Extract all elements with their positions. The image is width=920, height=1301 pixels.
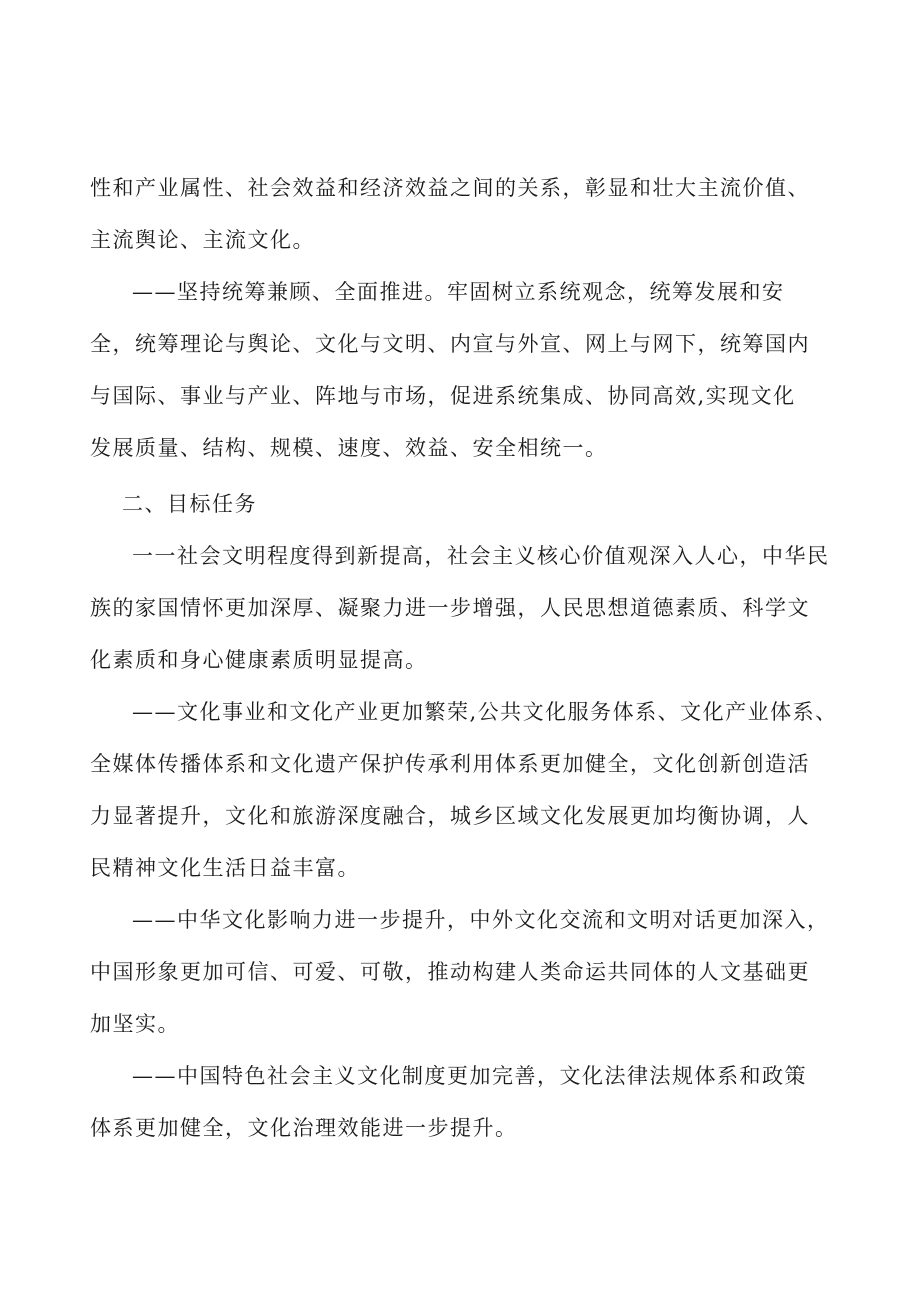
paragraph-2-line-2: 全，统筹理论与舆论、文化与文明、内宣与外宣、网上与网下，统筹国内 xyxy=(90,332,810,356)
paragraph-3-line-2: 族的家国情怀更加深厚、凝聚力进一步增强，人民思想道德素质、科学文 xyxy=(90,596,810,620)
paragraph-3-line-3: 化素质和身心健康素质明显提高。 xyxy=(90,648,428,672)
paragraph-5-line-1: ——中华文化影响力进一步提升，中外文化交流和文明对话更加深入， xyxy=(132,908,830,932)
paragraph-5-line-2: 中国形象更加可信、可爱、可敬，推动构建人类命运共同体的人文基础更 xyxy=(90,960,810,984)
paragraph-2-line-1: ——坚持统筹兼顾、全面推进。牢固树立系统观念，统筹发展和安 xyxy=(132,280,785,304)
paragraph-1-line-2: 主流舆论、主流文化。 xyxy=(90,228,315,252)
paragraph-4-line-3: 力显著提升，文化和旅游深度融合，城乡区域文化发展更加均衡协调，人 xyxy=(90,804,810,828)
paragraph-4-line-1: ——文化事业和文化产业更加繁荣,公共文化服务体系、文化产业体系、 xyxy=(132,700,838,724)
paragraph-3-line-1: 一一社会文明程度得到新提高，社会主义核心价值观深入人心，中华民 xyxy=(132,544,830,568)
paragraph-2-line-3: 与国际、事业与产业、阵地与市场，促进系统集成、协同高效,实现文化 xyxy=(90,384,796,408)
paragraph-1-line-1: 性和产业属性、社会效益和经济效益之间的关系，彰显和壮大主流价值、 xyxy=(90,176,810,200)
paragraph-2-line-4: 发展质量、结构、规模、速度、效益、安全相统一。 xyxy=(90,436,608,460)
paragraph-4-line-2: 全媒体传播体系和文化遗产保护传承利用体系更加健全，文化创新创造活 xyxy=(90,752,810,776)
paragraph-5-line-3: 加坚实。 xyxy=(90,1012,180,1036)
section-heading: 二、目标任务 xyxy=(122,492,257,516)
paragraph-4-line-4: 民精神文化生活日益丰富。 xyxy=(90,856,360,880)
paragraph-6-line-2: 体系更加健全，文化治理效能进一步提升。 xyxy=(90,1116,518,1140)
paragraph-6-line-1: ——中国特色社会主义文化制度更加完善，文化法律法规体系和政策 xyxy=(132,1064,807,1088)
